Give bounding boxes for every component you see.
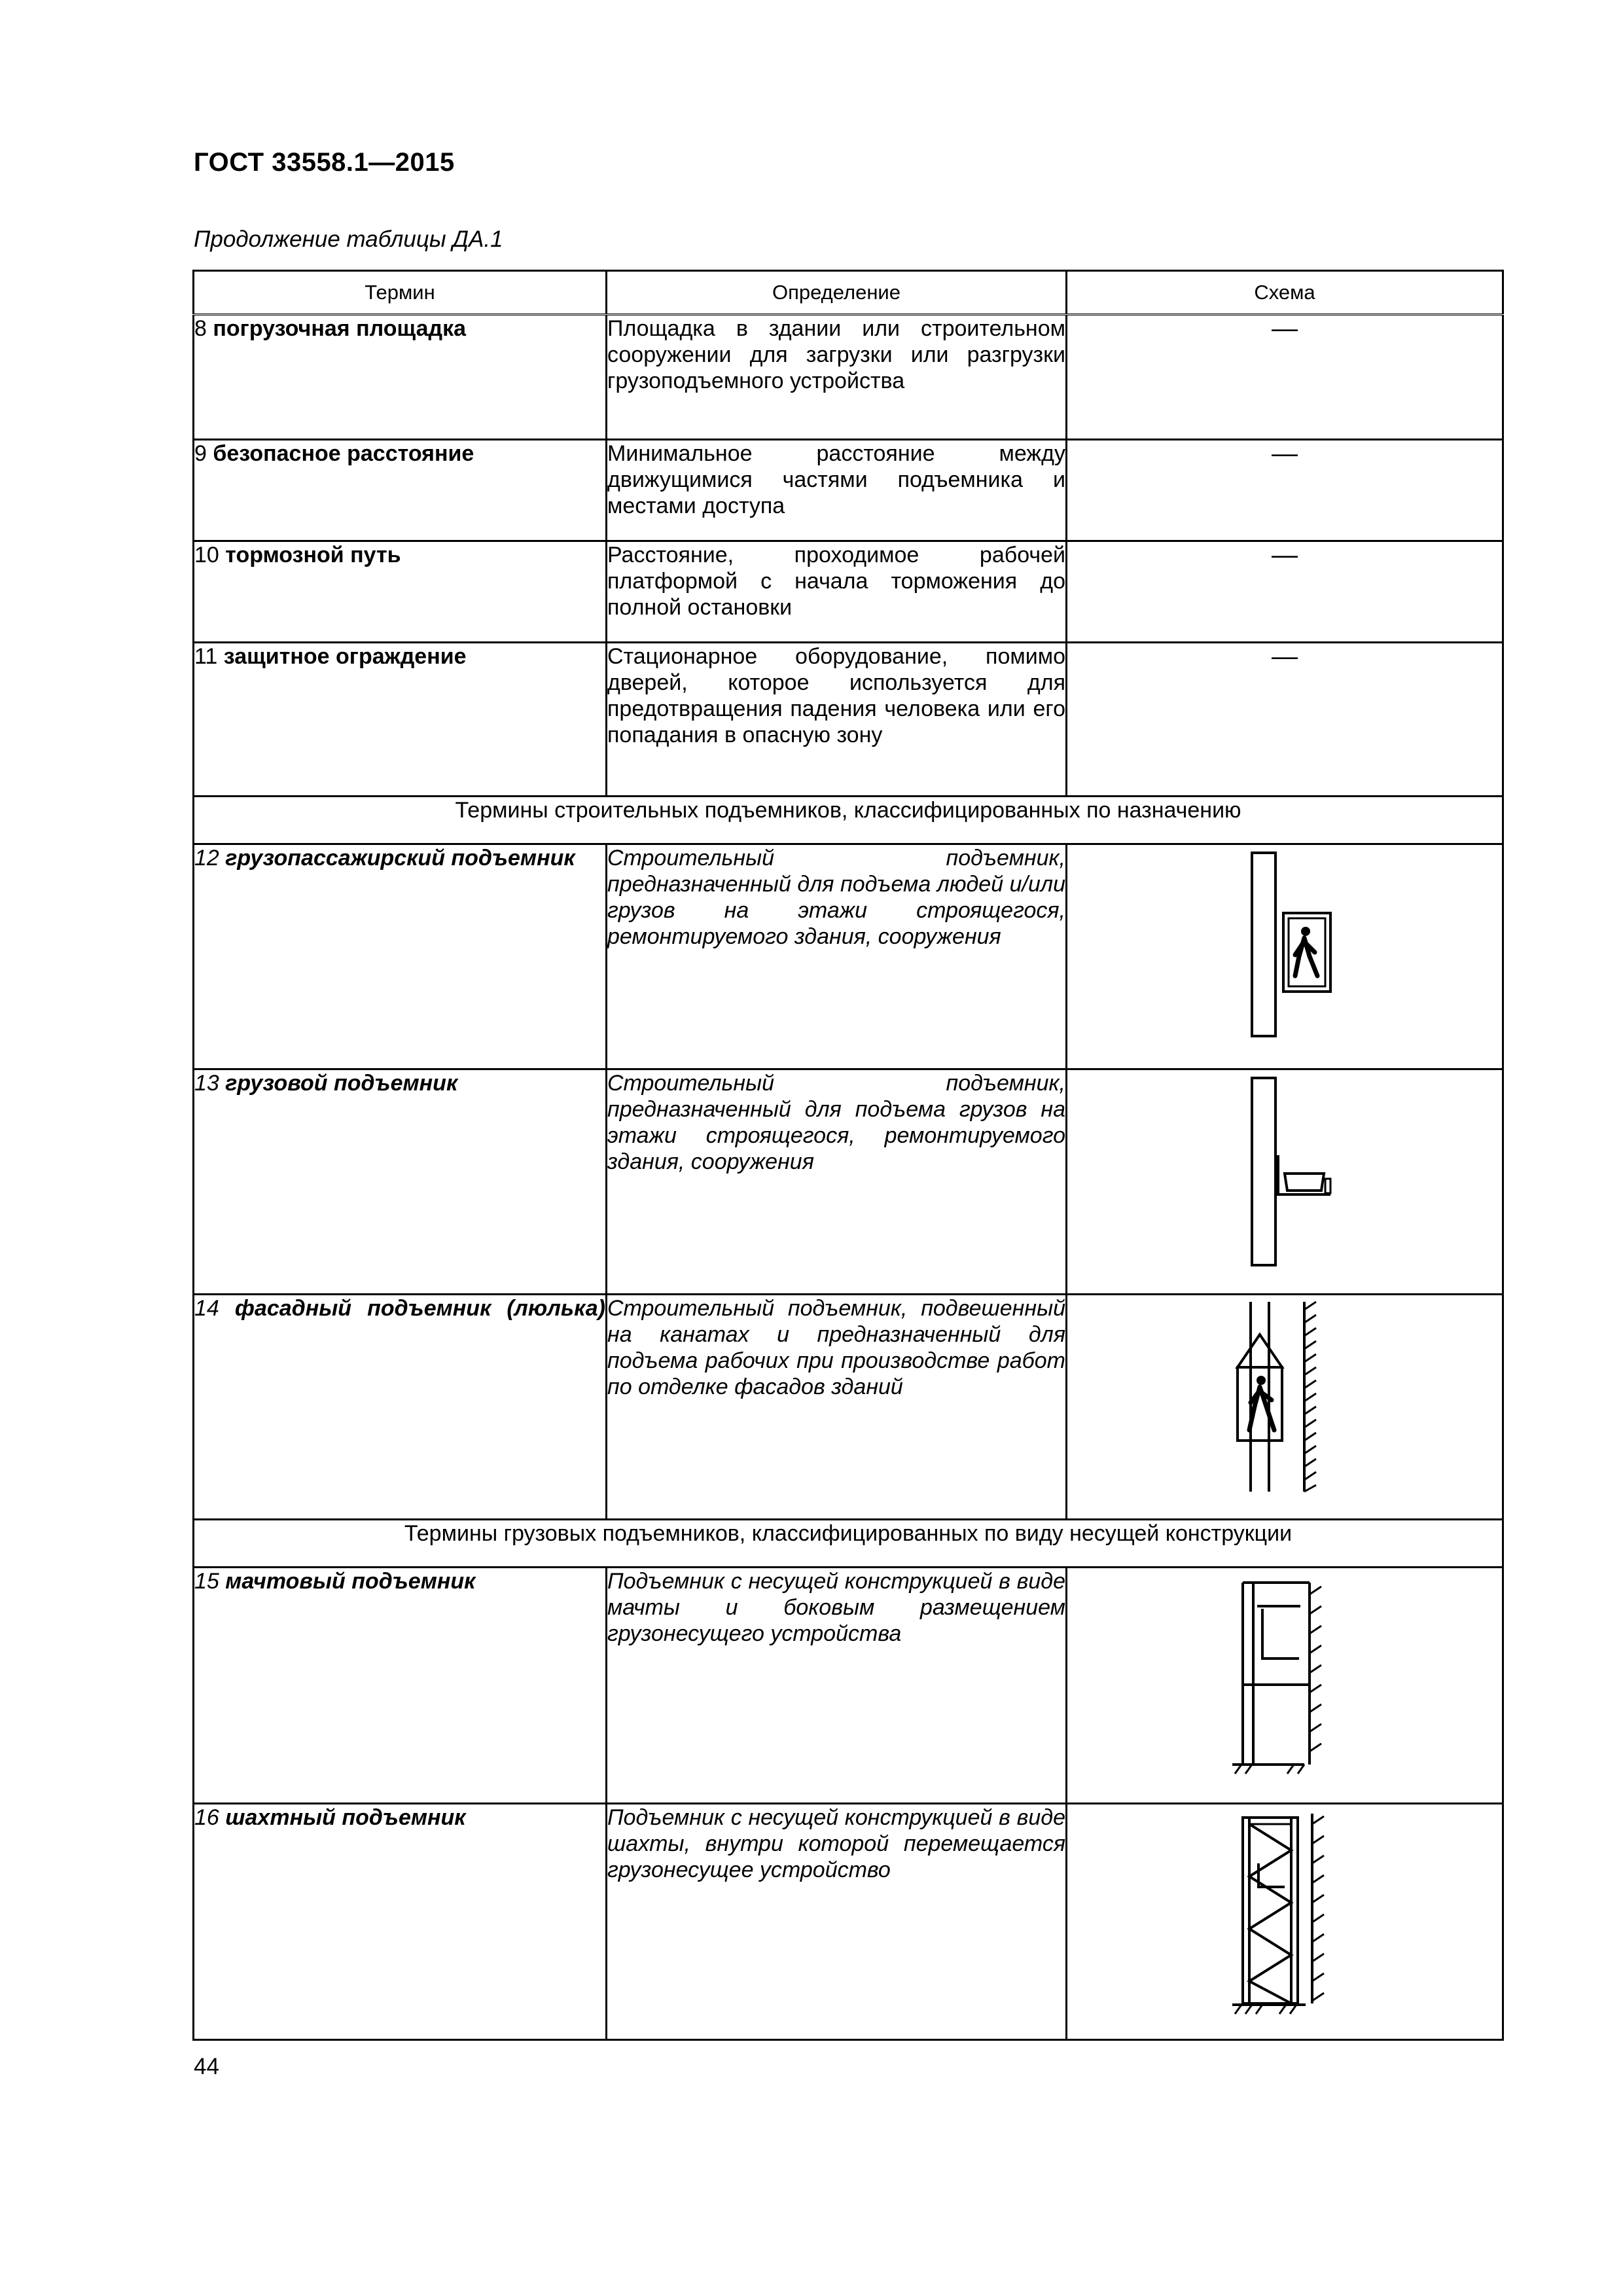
table-row (194, 1295, 1503, 1520)
schema-cell (1067, 844, 1503, 1069)
term-name: мачтовый подъемник (225, 1569, 476, 1594)
term-cell (194, 440, 607, 541)
table-row (194, 844, 1503, 1069)
column-header-term: Термин (194, 271, 607, 315)
mast-hoist-schema-icon (1219, 1568, 1350, 1784)
term-number: 15 (194, 1569, 219, 1594)
term-cell (194, 844, 607, 1069)
definition-cell: Подъемник с несущей конструкцией в виде шахты, внутри которой перемещается грузонесущее устройство (607, 1804, 1067, 2040)
section-heading: Термины грузовых подъемников, классифицированных по виду несущей конструкции (194, 1520, 1503, 1568)
column-header-definition: Определение (607, 271, 1067, 315)
term-number: 16 (194, 1805, 219, 1830)
table-row (194, 1069, 1503, 1295)
term-number: 13 (194, 1071, 219, 1096)
term-number: 9 (194, 441, 207, 466)
term-cell (194, 1295, 607, 1520)
table-continuation-caption: Продолжение таблицы ДА.1 (194, 226, 503, 252)
schema-cell: — (1067, 315, 1503, 440)
table-row (194, 1568, 1503, 1804)
definition-cell: Минимальное расстояние между движущимися частями подъемника и местами доступа (607, 440, 1067, 541)
term-number: 11 (194, 644, 218, 669)
schema-cell (1067, 1568, 1503, 1804)
term-name: безопасное расстояние (213, 441, 474, 466)
document-header: ГОСТ 33558.1—2015 (194, 148, 455, 177)
definition-cell: Площадка в здании или строительном сооружении для загрузки или разгрузки грузоподъемного устройства (607, 315, 1067, 440)
term-cell (194, 315, 607, 440)
schema-cell: — (1067, 541, 1503, 643)
definition-cell: Строительный подъемник, предназначенный для подъема людей и/или грузов на этажи строящегося, ремонтируемого здания, сооружения (607, 844, 1067, 1069)
term-number: 14 (194, 1296, 219, 1321)
page-number: 44 (194, 2054, 219, 2079)
term-name: тормозной путь (225, 543, 401, 567)
facade-cradle-schema-icon (1219, 1295, 1350, 1498)
term-number: 8 (194, 316, 207, 341)
shaft-hoist-schema-icon (1219, 1804, 1350, 2020)
schema-cell (1067, 1804, 1503, 2040)
term-name: грузопассажирский подъемник (225, 846, 575, 870)
definition-cell: Строительный подъемник, подвешенный на канатах и предназначенный для подъема рабочих при производстве работ по отделке фасадов зданий (607, 1295, 1067, 1520)
term-name: защитное ограждение (223, 644, 467, 669)
passenger-hoist-schema-icon (1232, 845, 1337, 1048)
definition-cell: Расстояние, проходимое рабочей платформой с начала торможения до полной остановки (607, 541, 1067, 643)
cargo-hoist-schema-icon (1232, 1070, 1337, 1273)
table-row (194, 440, 1503, 541)
table-row (194, 315, 1503, 440)
column-header-schema: Схема (1067, 271, 1503, 315)
term-text (194, 1295, 605, 1321)
table-row (194, 541, 1503, 643)
term-name: шахтный подъемник (225, 1805, 466, 1830)
term-cell (194, 1069, 607, 1295)
term-number: 10 (194, 543, 219, 567)
term-cell (194, 1804, 607, 2040)
table-header-row (194, 271, 1503, 315)
schema-cell (1067, 1295, 1503, 1520)
definition-cell: Строительный подъемник, предназначенный для подъема грузов на этажи строящегося, ремонтируемого здания, сооружения (607, 1069, 1067, 1295)
schema-cell (1067, 1069, 1503, 1295)
term-name: погрузочная площадка (213, 316, 467, 341)
term-name: грузовой подъемник (225, 1071, 458, 1096)
schema-cell: — (1067, 643, 1503, 797)
term-number: 12 (194, 846, 219, 870)
table-row (194, 643, 1503, 797)
table-row (194, 1804, 1503, 2040)
terms-table (192, 270, 1504, 2041)
schema-cell: — (1067, 440, 1503, 541)
section-heading-row (194, 797, 1503, 844)
term-cell (194, 541, 607, 643)
term-cell (194, 1568, 607, 1804)
term-name: фасадный подъемник (люлька) (234, 1296, 605, 1321)
term-cell (194, 643, 607, 797)
definition-cell: Стационарное оборудование, помимо дверей, которое используется для предотвращения падения человека или его попадания в опасную зону (607, 643, 1067, 797)
section-heading: Термины строительных подъемников, классифицированных по назначению (194, 797, 1503, 844)
definition-cell: Подъемник с несущей конструкцией в виде мачты и боковым размещением грузонесущего устройства (607, 1568, 1067, 1804)
section-heading-row (194, 1520, 1503, 1568)
